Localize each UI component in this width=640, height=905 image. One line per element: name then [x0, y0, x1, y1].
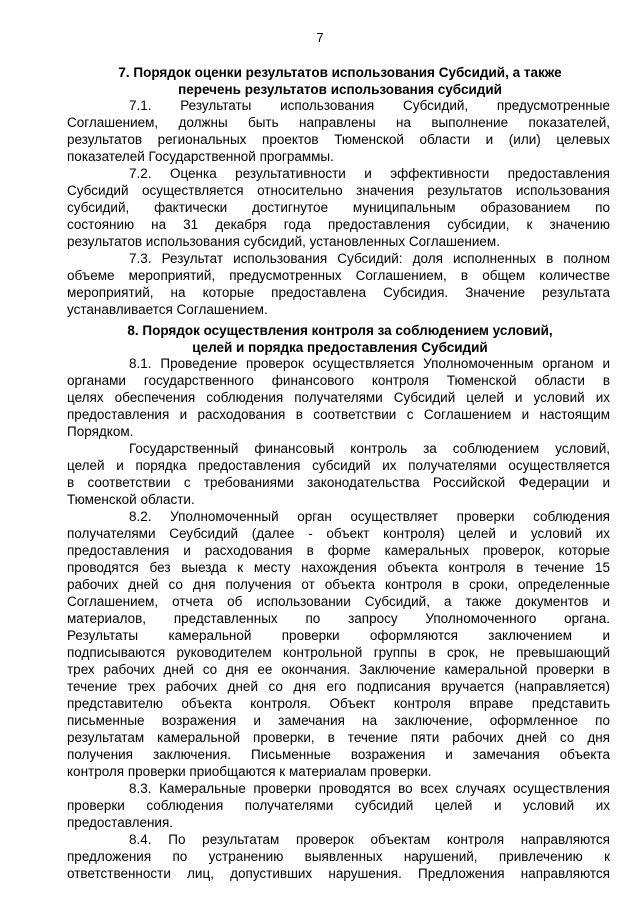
- paragraph-line: получения заключения. Письменные возражения и замечания объекта: [67, 747, 610, 762]
- paragraph-line: проверки соблюдения получателями субсидий целей и условий их: [67, 798, 610, 813]
- paragraph-line: трех рабочих дней со дня ее окончания. Заключение камеральной проверки в: [67, 662, 610, 677]
- paragraph-line: 7.2. Оценка результативности и эффективности предоставления: [129, 166, 610, 181]
- section-8-heading-line-2: целей и порядка предоставления Субсидий: [192, 340, 488, 355]
- paragraph-line: представителю объекта контроля. Объект контроля вправе представить: [67, 696, 610, 711]
- page-number: 7: [316, 30, 324, 45]
- paragraph-line: Тюменской области.: [67, 492, 195, 507]
- paragraph-line: органами государственного финансового контроля Тюменской области в: [67, 373, 610, 388]
- paragraph-line: получателями Сеубсидий (далее - объект контроля) целей и условий их: [67, 526, 610, 541]
- paragraph-line: предложения по устранению выявленных нарушений, привлечению к: [67, 849, 610, 864]
- paragraph-line: в соответствии с требованиями законодательства Российской Федерации и: [67, 475, 610, 490]
- paragraph-line: состоянию на 31 декабря года предоставления субсидии, к значению: [67, 217, 610, 232]
- paragraph-line: Субсидий осуществляется относительно значения результатов использования: [67, 183, 610, 198]
- paragraph-line: субсидий, фактически достигнутое муниципальным образованием по: [67, 200, 610, 215]
- paragraph-line: контроля проверки приобщаются к материалам проверки.: [67, 764, 432, 779]
- paragraph-line: Государственный финансовый контроль за соблюдением условий,: [129, 441, 610, 456]
- section-7-heading-line-1: 7. Порядок оценки результатов использования Субсидий, а также: [118, 65, 562, 80]
- paragraph-line: 7.1. Результаты использования Субсидий, предусмотренные: [129, 98, 610, 113]
- paragraph-line: проводятся без выезда к месту нахождения объекта контроля в течение 15: [67, 560, 610, 575]
- paragraph-line: целях обеспечения соблюдения получателями Субсидий целей и условий их: [67, 390, 610, 405]
- paragraph-line: 7.3. Результат использования Субсидий: доля исполненных в полном: [129, 251, 610, 266]
- paragraph-line: 8.2. Уполномоченный орган осуществляет проверки соблюдения: [129, 509, 610, 524]
- paragraph-line: Соглашением, должны быть направлены на выполнение показателей,: [67, 115, 610, 130]
- section-8-heading-line-1: 8. Порядок осуществления контроля за соблюдением условий,: [127, 323, 553, 338]
- paragraph-line: письменные возражения и замечания на заключение, оформленное по: [67, 713, 610, 728]
- paragraph-line: результатов использования субсидий, установленных Соглашением.: [67, 234, 500, 249]
- paragraph-line: Порядком.: [67, 424, 134, 439]
- section-7-heading-line-2: перечень результатов использования субсидий: [178, 82, 502, 97]
- paragraph-line: ответственности лиц, допустивших нарушения. Предложения направляются: [67, 866, 610, 881]
- paragraph-line: 8.3. Камеральные проверки проводятся во всех случаях осуществления: [129, 781, 610, 796]
- paragraph-line: течение трех рабочих дней со дня его подписания вручается (направляется): [67, 679, 610, 694]
- paragraph-line: материалов, представленных по запросу Уполномоченного органа.: [67, 611, 610, 626]
- paragraph-line: Соглашением, отчета об использовании Субсидий, а также документов и: [67, 594, 610, 609]
- paragraph-line: показателей Государственной программы.: [67, 149, 334, 164]
- paragraph-line: Результаты камеральной проверки оформляются заключением и: [67, 628, 610, 643]
- paragraph-line: предоставления и расходования в форме камеральных проверок, которые: [67, 543, 610, 558]
- paragraph-line: результатов региональных проектов Тюменской области и (или) целевых: [67, 132, 610, 147]
- paragraph-line: устанавливается Соглашением.: [67, 302, 268, 317]
- paragraph-line: целей и порядка предоставления субсидий их получателями осуществляется: [67, 458, 610, 473]
- paragraph-line: 8.1. Проведение проверок осуществляется Уполномоченным органом и: [129, 356, 610, 371]
- paragraph-line: рабочих дней со дня получения от объекта контроля в сроки, определенные: [67, 577, 610, 592]
- paragraph-line: 8.4. По результатам проверок объектам контроля направляются: [129, 832, 610, 847]
- paragraph-line: результатам камеральной проверки, в течение пяти рабочих дней со дня: [67, 730, 610, 745]
- paragraph-line: подписываются руководителем контрольной группы в срок, не превышающий: [67, 645, 610, 660]
- paragraph-line: мероприятий, на которые предоставлена Субсидия. Значение результата: [67, 285, 610, 300]
- paragraph-line: объеме мероприятий, предусмотренных Соглашением, в общем количестве: [67, 268, 610, 283]
- paragraph-line: предоставления.: [67, 815, 174, 830]
- paragraph-line: предоставления и расходования в соответствии с Соглашением и настоящим: [67, 407, 610, 422]
